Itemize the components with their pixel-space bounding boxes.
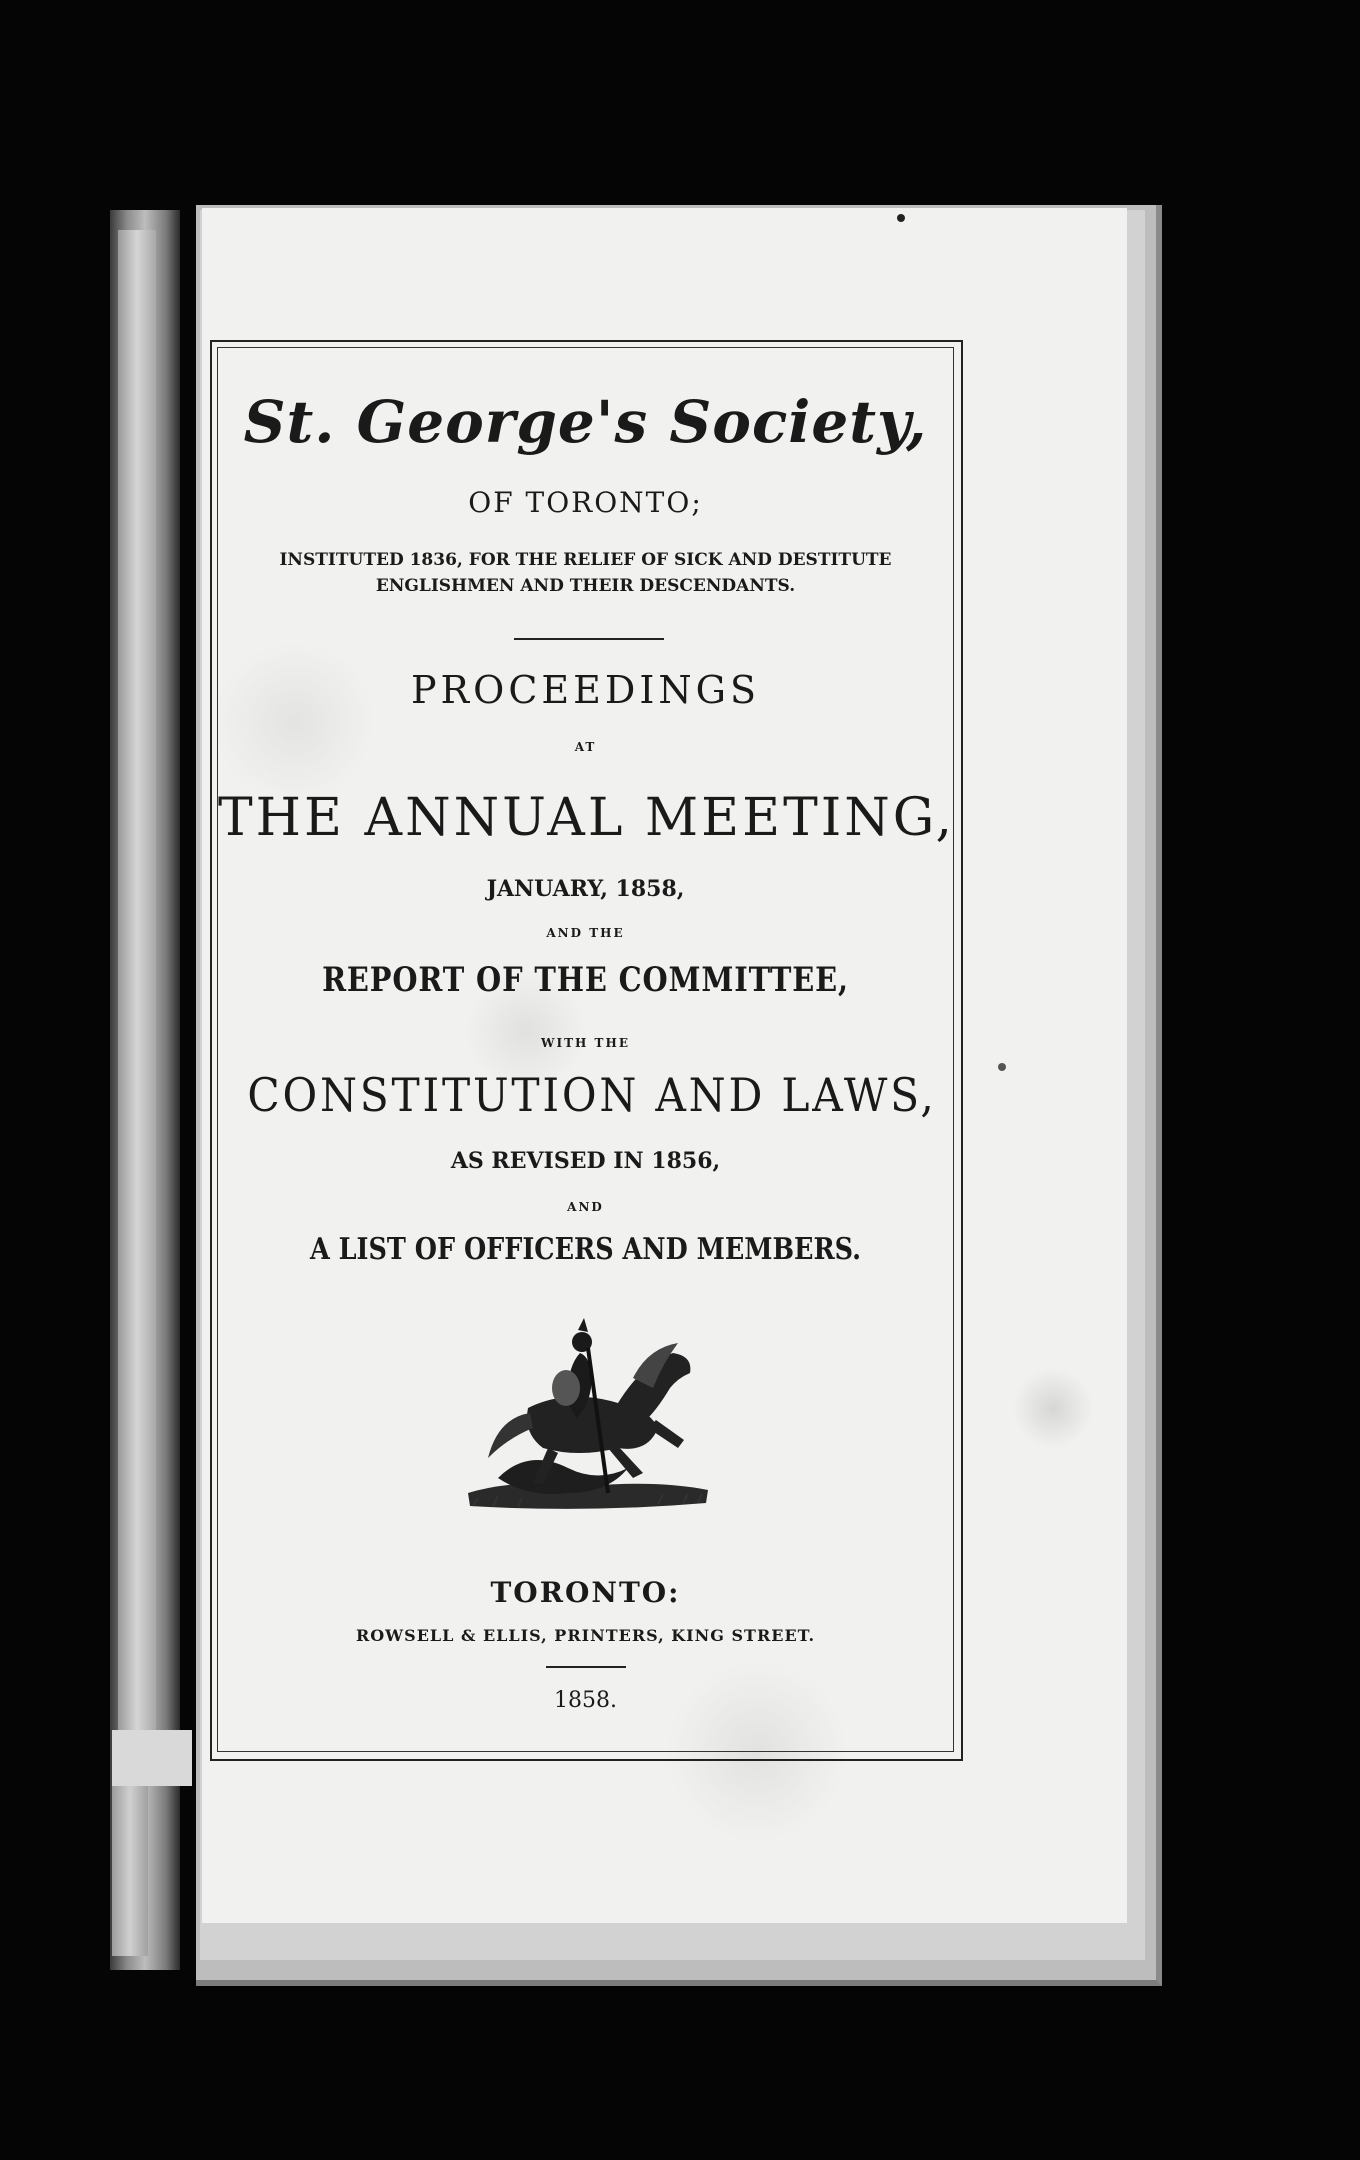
at-label: AT: [574, 740, 597, 754]
proceedings-heading: PROCEEDINGS: [410, 668, 760, 712]
annual-meeting-heading: THE ANNUAL MEETING,: [218, 788, 956, 848]
with-the-label: WITH THE: [541, 1036, 630, 1050]
meeting-date: JANUARY, 1858,: [486, 876, 685, 902]
spine-stub: [112, 1786, 148, 1956]
city-line: OF TORONTO;: [468, 486, 703, 519]
report-heading: REPORT OF THE COMMITTEE,: [322, 960, 849, 1000]
title-page-content: [218, 348, 956, 1748]
st-george-dragon-icon: [458, 1308, 718, 1518]
imprint-city: TORONTO:: [490, 1576, 681, 1609]
society-name: St. George's Society,: [243, 388, 928, 456]
divider-rule-bottom: [546, 1666, 626, 1668]
divider-rule: [514, 638, 664, 640]
ink-speck: [897, 214, 905, 222]
book-spine-edge: [118, 230, 156, 1760]
instituted-line-2: ENGLISHMEN AND THEIR DESCENDANTS.: [375, 576, 796, 596]
printer-line: ROWSELL & ELLIS, PRINTERS, KING STREET.: [355, 1626, 816, 1645]
constitution-heading: CONSTITUTION AND LAWS,: [247, 1068, 937, 1122]
spine-tab: [112, 1730, 192, 1786]
and-the-label: AND THE: [546, 926, 625, 940]
revised-line: AS REVISED IN 1856,: [450, 1148, 721, 1174]
ink-speck: [998, 1063, 1006, 1071]
instituted-line-1: INSTITUTED 1836, FOR THE RELIEF OF SICK AND DESTITUTE: [279, 550, 892, 570]
and-label: AND: [567, 1200, 604, 1214]
officers-heading: A LIST OF OFFICERS AND MEMBERS.: [309, 1232, 862, 1267]
publication-year: 1858.: [554, 1688, 617, 1713]
